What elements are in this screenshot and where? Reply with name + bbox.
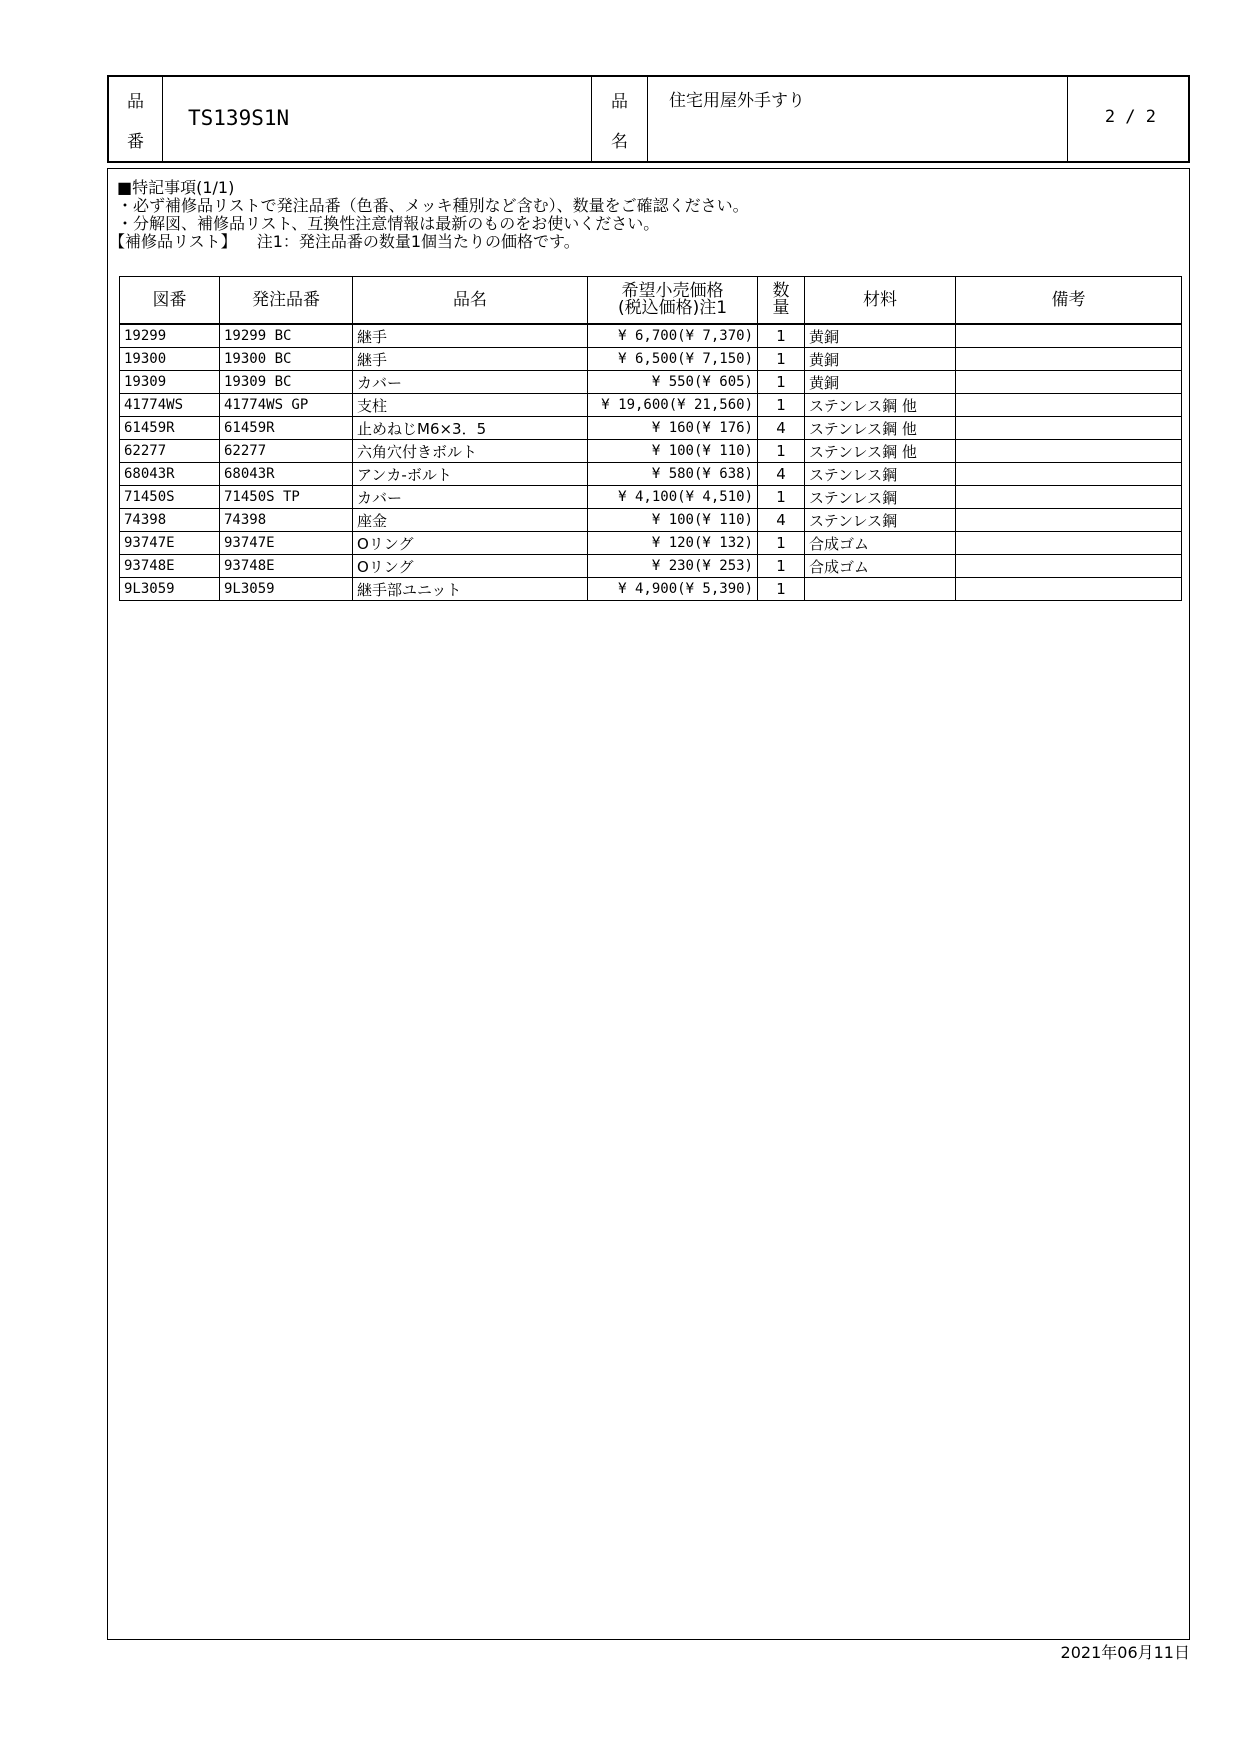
cell-order: 93748E <box>220 555 353 578</box>
cell-qty: 1 <box>758 555 805 578</box>
cell-name: 止めねじM6×3．5 <box>353 417 588 440</box>
table-row <box>120 509 1182 532</box>
cell-price: ¥ 580(¥ 638) <box>588 463 758 486</box>
cell-material: 合成ゴム <box>805 555 956 578</box>
table-row <box>120 463 1182 486</box>
cell-price: ¥ 19,600(¥ 21,560) <box>588 394 758 417</box>
cell-price: ¥ 550(¥ 605) <box>588 371 758 394</box>
cell-remarks <box>956 440 1182 463</box>
cell-order: 19300 BC <box>220 348 353 371</box>
cell-remarks <box>956 324 1182 348</box>
cell-order: 9L3059 <box>220 578 353 601</box>
cell-price: ¥ 4,100(¥ 4,510) <box>588 486 758 509</box>
cell-material <box>805 578 956 601</box>
cell-price: ¥ 120(¥ 132) <box>588 532 758 555</box>
cell-material: ステンレス鋼 <box>805 463 956 486</box>
cell-fig: 74398 <box>120 509 220 532</box>
cell-remarks <box>956 394 1182 417</box>
cell-price: ¥ 6,700(¥ 7,370) <box>588 324 758 348</box>
product-name-cell <box>648 77 1068 161</box>
cell-material: 黄銅 <box>805 371 956 394</box>
cell-fig: 41774WS <box>120 394 220 417</box>
header-material: 材料 <box>805 277 956 325</box>
cell-remarks <box>956 348 1182 371</box>
product-name-label-cell <box>592 77 648 161</box>
cell-remarks <box>956 463 1182 486</box>
product-number-cell <box>163 77 592 161</box>
issue-date: 2021年06月11日 <box>1060 1643 1190 1662</box>
cell-name: Oリング <box>353 555 588 578</box>
cell-name: 継手部ユニット <box>353 578 588 601</box>
header-qty <box>758 277 805 325</box>
cell-fig: 93748E <box>120 555 220 578</box>
cell-material: ステンレス鋼 <box>805 509 956 532</box>
cell-material: 合成ゴム <box>805 532 956 555</box>
table-row <box>120 532 1182 555</box>
cell-name: Oリング <box>353 532 588 555</box>
cell-remarks <box>956 555 1182 578</box>
cell-remarks <box>956 509 1182 532</box>
cell-order: 19299 BC <box>220 324 353 348</box>
cell-qty: 1 <box>758 324 805 348</box>
cell-price: ¥ 4,900(¥ 5,390) <box>588 578 758 601</box>
parts-list-price-note: 注1：発注品番の数量1個当たりの価格です。 <box>256 232 580 251</box>
body-box <box>107 168 1190 1640</box>
table-row <box>120 486 1182 509</box>
product-number-label-bottom: 番 <box>127 132 144 152</box>
cell-remarks <box>956 578 1182 601</box>
cell-name: 継手 <box>353 324 588 348</box>
cell-remarks <box>956 417 1182 440</box>
cell-qty: 1 <box>758 486 805 509</box>
cell-material: ステンレス鋼 <box>805 486 956 509</box>
cell-order: 41774WS GP <box>220 394 353 417</box>
cell-material: 黄銅 <box>805 324 956 348</box>
cell-qty: 1 <box>758 371 805 394</box>
cell-price: ¥ 230(¥ 253) <box>588 555 758 578</box>
product-number: TS139S1N <box>188 106 290 130</box>
cell-name: カバー <box>353 371 588 394</box>
cell-qty: 1 <box>758 394 805 417</box>
cell-name: 座金 <box>353 509 588 532</box>
table-row <box>120 417 1182 440</box>
cell-order: 71450S TP <box>220 486 353 509</box>
header-qty-line-2: 量 <box>772 298 790 318</box>
header-remarks: 備考 <box>956 277 1182 325</box>
cell-fig: 71450S <box>120 486 220 509</box>
table-row <box>120 371 1182 394</box>
table-header-row <box>120 277 1182 325</box>
header-order-no: 発注品番 <box>220 277 353 325</box>
cell-qty: 1 <box>758 348 805 371</box>
header-box <box>107 75 1190 163</box>
cell-remarks <box>956 532 1182 555</box>
table-row <box>120 324 1182 348</box>
table-row <box>120 394 1182 417</box>
cell-fig: 93747E <box>120 532 220 555</box>
cell-name: 継手 <box>353 348 588 371</box>
cell-order: 19309 BC <box>220 371 353 394</box>
notes-line-2: ・分解図、補修品リスト、互換性注意情報は最新のものをお使いください。 <box>117 214 660 233</box>
cell-order: 68043R <box>220 463 353 486</box>
table-row <box>120 578 1182 601</box>
special-notes <box>109 178 749 251</box>
cell-order: 61459R <box>220 417 353 440</box>
cell-fig: 62277 <box>120 440 220 463</box>
cell-price: ¥ 160(¥ 176) <box>588 417 758 440</box>
header-price <box>588 277 758 325</box>
product-name-label-bottom: 名 <box>611 132 628 152</box>
cell-name: アンカ-ボルト <box>353 463 588 486</box>
cell-fig: 19299 <box>120 324 220 348</box>
cell-qty: 1 <box>758 440 805 463</box>
header-price-line-2: (税込価格)注1 <box>617 298 728 318</box>
parts-list-title: 【補修品リスト】 <box>109 232 237 251</box>
cell-material: ステンレス鋼 他 <box>805 417 956 440</box>
table-row <box>120 348 1182 371</box>
notes-title: ■特記事項(1/1) <box>117 178 235 197</box>
cell-qty: 4 <box>758 417 805 440</box>
cell-material: 黄銅 <box>805 348 956 371</box>
cell-name: 支柱 <box>353 394 588 417</box>
cell-material: ステンレス鋼 他 <box>805 394 956 417</box>
cell-qty: 4 <box>758 463 805 486</box>
product-number-label-cell <box>109 77 163 161</box>
table-row <box>120 440 1182 463</box>
page-number: 2 / 2 <box>1104 107 1156 127</box>
cell-fig: 19300 <box>120 348 220 371</box>
table-row <box>120 555 1182 578</box>
cell-fig: 9L3059 <box>120 578 220 601</box>
cell-fig: 61459R <box>120 417 220 440</box>
page-number-cell <box>1068 77 1188 161</box>
product-name: 住宅用屋外手すり <box>669 91 805 111</box>
cell-material: ステンレス鋼 他 <box>805 440 956 463</box>
parts-list-heading <box>109 233 749 251</box>
header-qty-line-1: 数 <box>772 281 790 301</box>
cell-remarks <box>956 486 1182 509</box>
cell-order: 93747E <box>220 532 353 555</box>
product-number-label-top: 品 <box>127 92 144 112</box>
header-price-line-1: 希望小売価格 <box>621 281 724 301</box>
header-name: 品名 <box>353 277 588 325</box>
cell-fig: 68043R <box>120 463 220 486</box>
cell-fig: 19309 <box>120 371 220 394</box>
cell-remarks <box>956 371 1182 394</box>
cell-name: カバー <box>353 486 588 509</box>
notes-line-1: ・必ず補修品リストで発注品番（色番、メッキ種別など含む）、数量をご確認ください。 <box>117 196 749 215</box>
cell-price: ¥ 100(¥ 110) <box>588 509 758 532</box>
cell-order: 62277 <box>220 440 353 463</box>
cell-order: 74398 <box>220 509 353 532</box>
parts-table <box>119 276 1182 601</box>
header-fig-no: 図番 <box>120 277 220 325</box>
cell-qty: 1 <box>758 578 805 601</box>
cell-price: ¥ 6,500(¥ 7,150) <box>588 348 758 371</box>
cell-qty: 1 <box>758 532 805 555</box>
cell-price: ¥ 100(¥ 110) <box>588 440 758 463</box>
cell-qty: 4 <box>758 509 805 532</box>
product-name-label-top: 品 <box>611 92 628 112</box>
cell-name: 六角穴付きボルト <box>353 440 588 463</box>
